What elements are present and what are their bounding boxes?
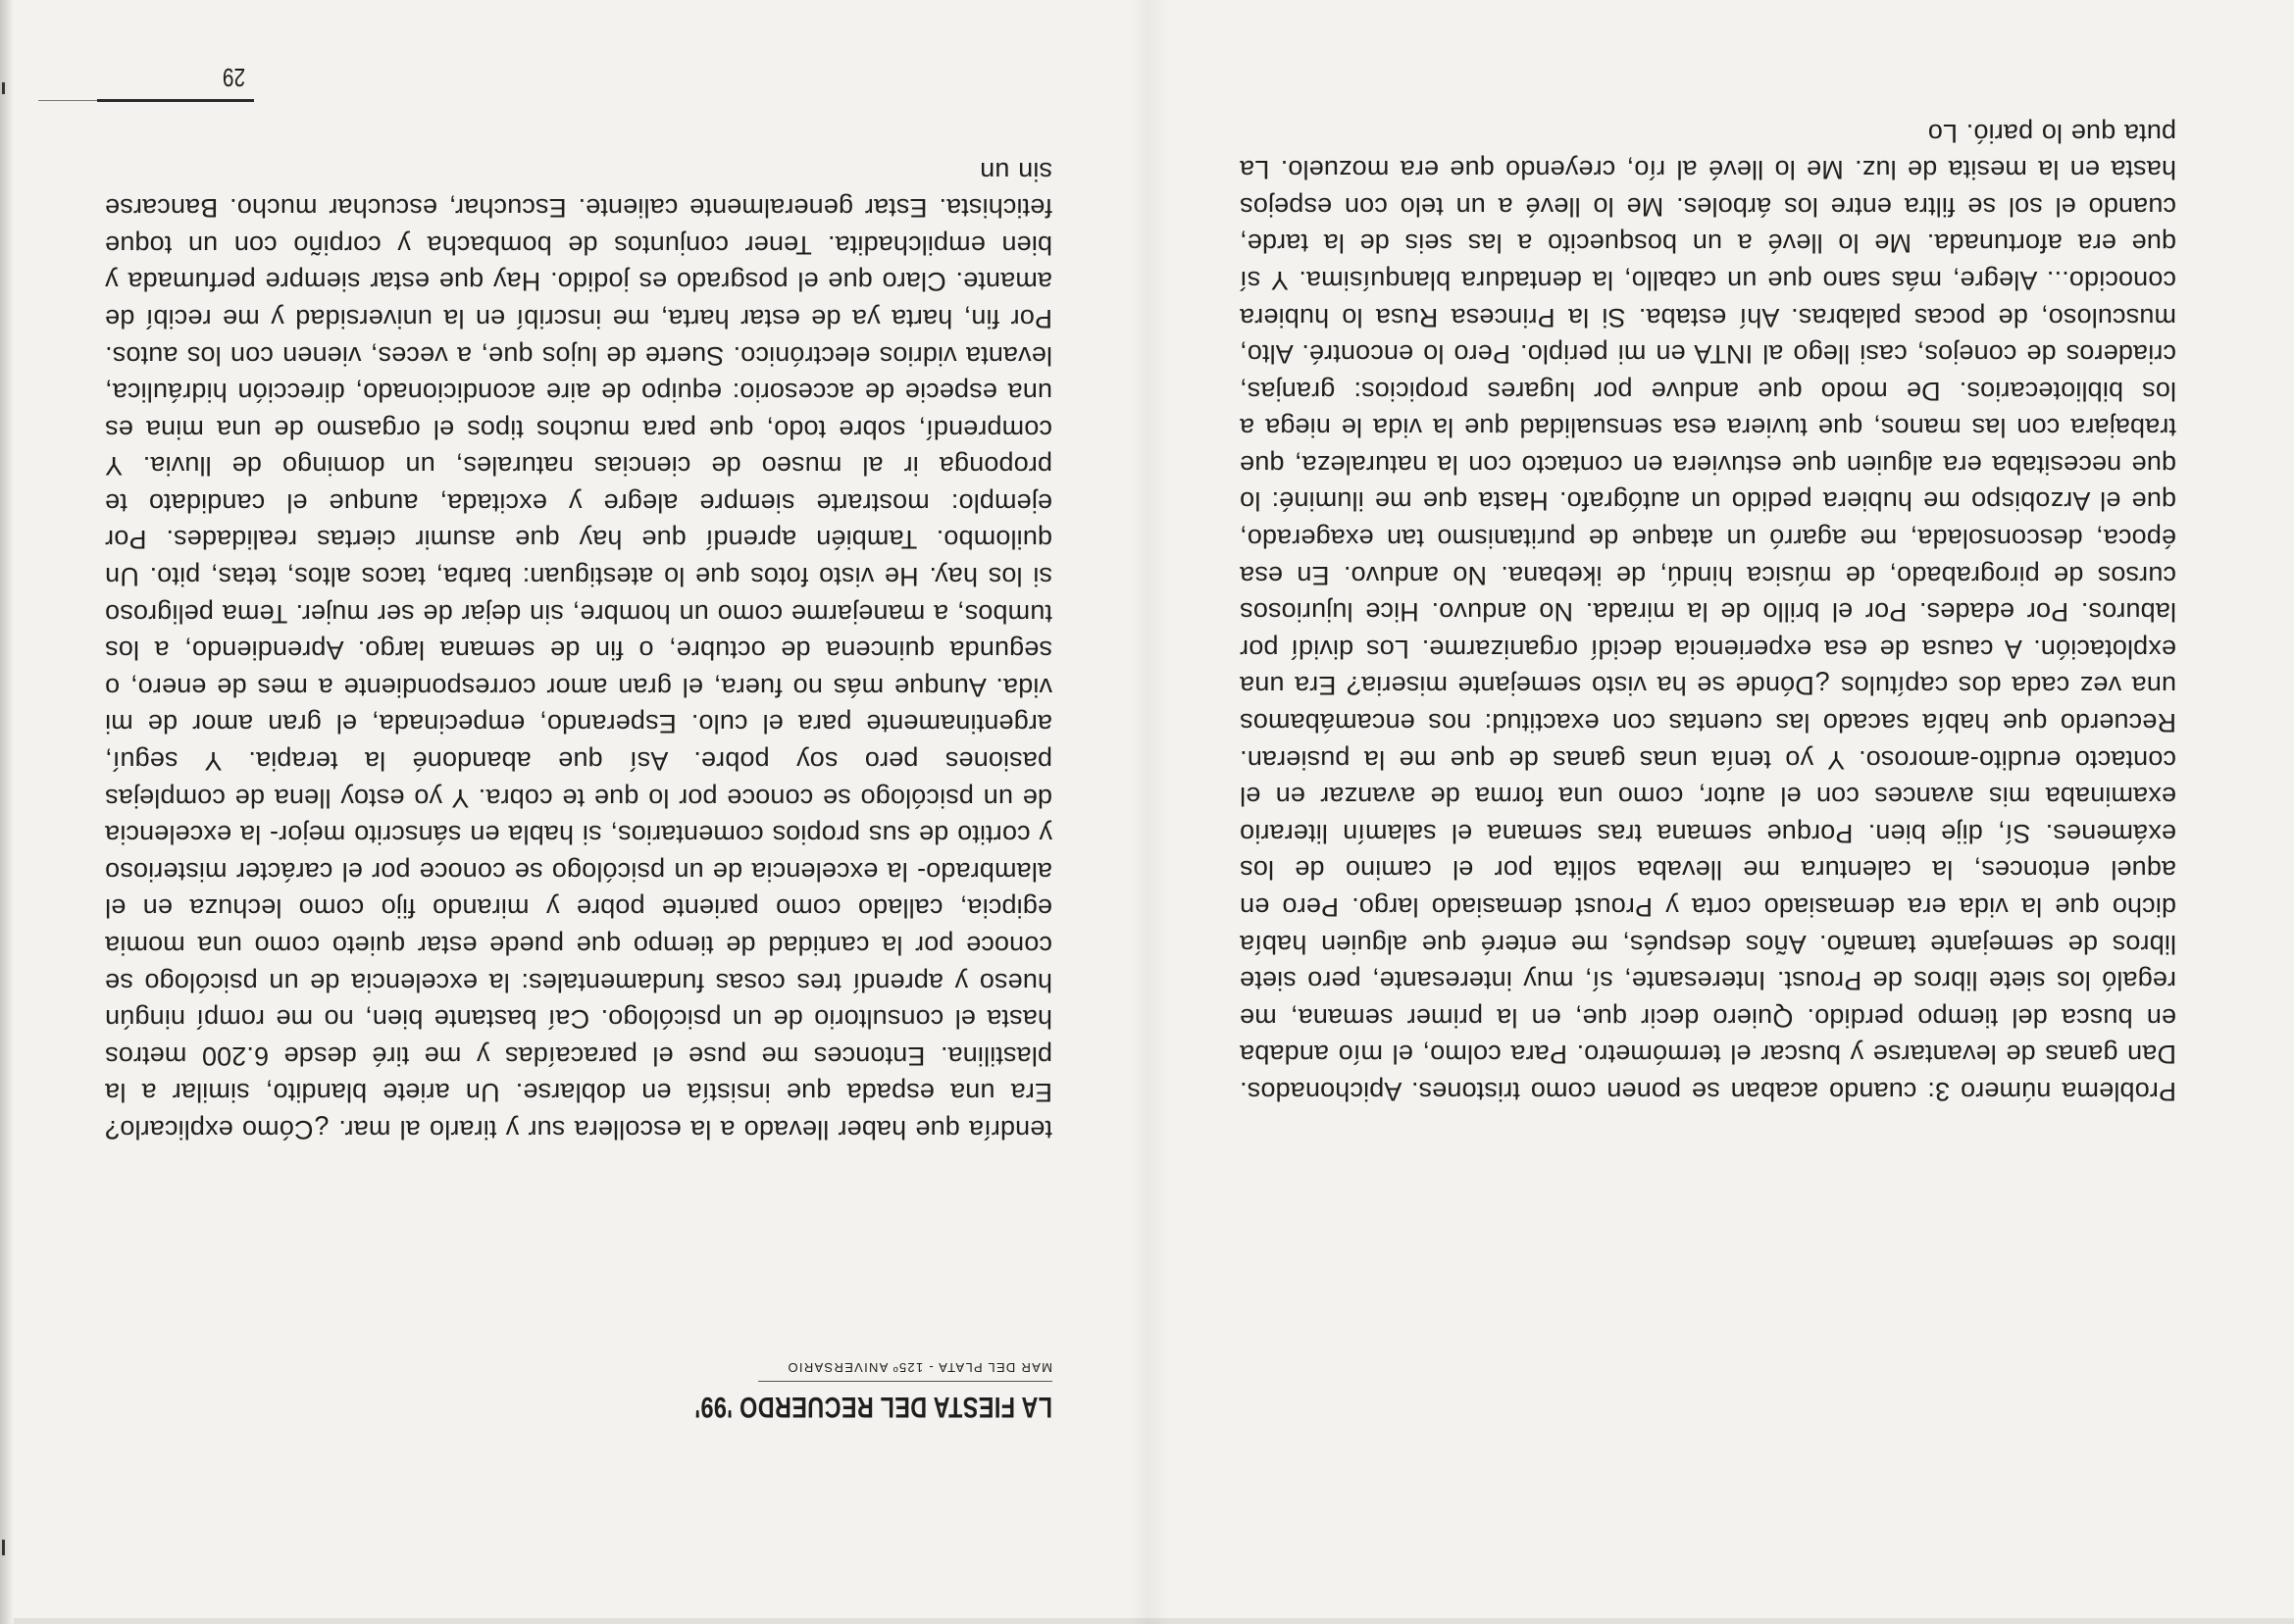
running-header-subtitle: MAR DEL PLATA - 125º ANIVERSARIO [787, 1360, 1052, 1375]
edge-mark [2, 82, 5, 94]
left-page-body [1240, 114, 2176, 1109]
folio-rule-thin [38, 100, 97, 101]
right-page-paragraph: tendría que haber llevado a la escollera sur y tirarlo al mar. ¿Cómo explicarlo? Era una espada que insistía en doblarse. Un ariete blandito, similar a la plastilina. Entonces me puse el paracaídas y me tiré desde 6.200 metros hasta el consultorio de un psicólogo. Caí bastante bien, no me rompí ningún hueso y aprendí tres cosas fundamentales: la excelencia de un psicólogo se conoce por la cantidad de tiempo que puede estar quieto como una momia egipcia, callado como pariente pobre y mirando fijo como lechuza en el alambrado- la excelencia de un psicólogo se conoce por el carácter misterioso y cortito de sus propios comentarios, si habla en sánscrito mejor- la excelencia de un psicólogo se conoce por lo que te cobra. Y yo estoy llena de complejas pasiones pero soy pobre. Así que abandoné la terapia. Y seguí, argentinamente para el culo. Esperando, empecinada, el gran amor de mi vida. Aunque más no fuera, el gran amor correspondiente a mes de enero, o segunda quincena de octubre, o fin de semana largo. Aprendiendo, a los tumbos, a manejarme como un hombre, sin dejar de ser mujer. Tema peligroso si los hay. He visto fotos que lo atestiguan: barba, tacos altos, tetas, pito. Un quilombo. También aprendí que hay que asumir ciertas realidades. Por ejemplo: mostrarte siempre alegre y excitada, aunque el candidato te proponga ir al museo de ciencias naturales, un domingo de lluvia. Y comprendí, sobre todo, que para muchos tipos el orgasmo de una mina es una especie de accesorio: equipo de aire acondicionado, dirección hidráulica, levanta vidrios electrónico. Suerte de lujos que, a veces, vienen con los autos. Por fin, harta ya de estar harta, me inscribí en la universidad y me recibí de amante. Claro que el posgrado es jodido. Hay que estar siempre perfumada y bien empilchadita. Tener conjuntos de bombacha y corpiño con un toque fetichista. Estar generalmente caliente. Escuchar, escuchar mucho. Bancarse sin un [105, 156, 1052, 1144]
page-folio [38, 49, 254, 108]
edge-mark [2, 1540, 5, 1555]
running-header [562, 1360, 1052, 1423]
folio-rule [97, 99, 254, 102]
right-page-body [105, 152, 1052, 1147]
right-page [0, 0, 1137, 1624]
left-page-paragraph: Problema número 3: cuando acaban se ponen como tristones. Apichonados. Dan ganas de levantarse y buscar el termómetro. Para colmo, el mío andaba en busca del tiempo perdido. Quiero decir que, en la primer semana, me regaló los siete libros de Proust. Interesante, sí, muy interesante, pero siete libros de semejante tamaño. Años después, me enteré que alguien había dicho que la vida era demasiado corta y Proust demasiado largo. Pero en aquel entonces, la calentura me llevaba solita por el camino de los exámenes. Sí, dije bien. Porque semana tras semana el salamín literario examinaba mis avances con el autor, como una forma de avanzar en el contacto erudito-amoroso. Y yo tenía unas ganas de que me la pusieran. Recuerdo que había sacado las cuentas con exactitud: nos encamábamos una vez cada dos capítulos ¿Dónde se ha visto semejante miseria? Era una explotación. A causa de esa experiencia decidí organizarme. Los dividí por laburos. Por edades. Por el brillo de la mirada. No anduvo. Hice lujuriosos cursos de pirograbado, de música hindú, de ikebana. No anduvo. En esa época, desconsolada, me agarró un ataque de puritanismo tan exagerado, que el Arzobispo me hubiera pedido un autógrafo. Hasta que me iluminé: lo que necesitaba era alguien que estuviera en contacto con la naturaleza, que trabajara con las manos, que tuviera esa sensualidad que la vida le niega a los bibliotecarios. De modo que anduve por lugares propicios: granjas, criaderos de conejos, casi llego al INTA en mi periplo. Pero lo encontré. Alto, musculoso, de pocas palabras. Ahí estaba. Si la Princesa Rusa lo hubiera conocido... Alegre, más sano que un caballo, la dentadura blanquísima. Y sí que era afortunada. Me lo llevé a un bosquecito a las seis de la tarde, cuando el sol se filtra entre los árboles. Me lo llevé a un telo con espejos hasta en la mesita de luz. Me lo llevé al río, creyendo que era mozuelo. La puta que lo parió. Lo [1240, 118, 2176, 1106]
running-header-title: LA FIESTA DEL RECUERDO '99' [694, 1391, 1052, 1423]
running-header-rule [758, 1381, 1052, 1382]
left-page [1166, 0, 2294, 1624]
page-edge-right [0, 0, 14, 1624]
page-number: 29 [222, 63, 246, 92]
